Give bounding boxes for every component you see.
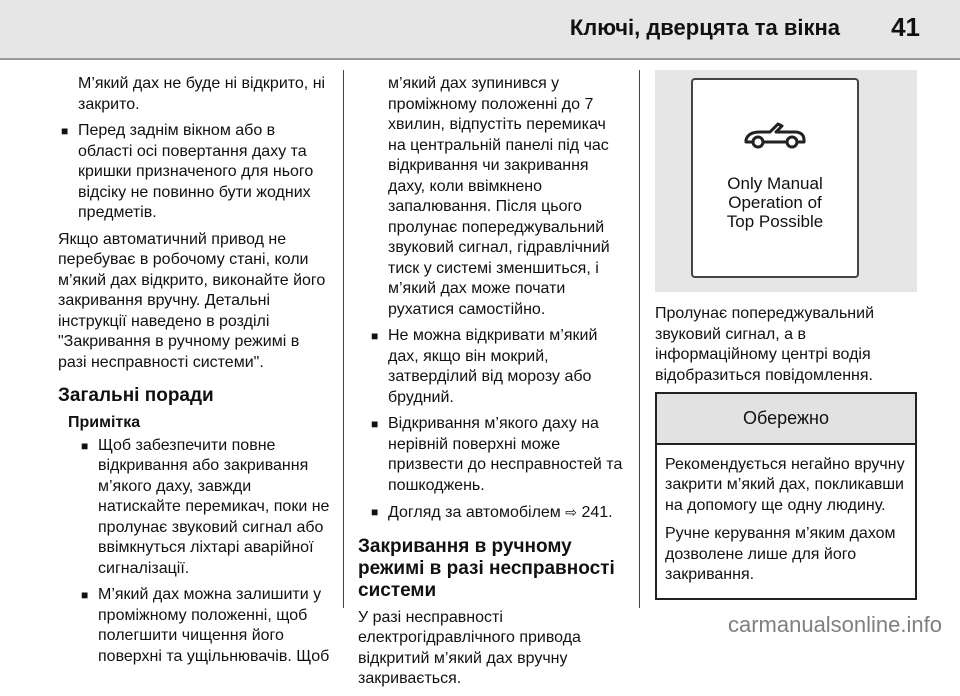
header-title: Ключі, дверцята та вікна	[569, 15, 840, 40]
caution-text: Рекомендується негайно вручну закрити м’який дах, покликавши на допомогу ще одну людину.	[665, 455, 905, 514]
note-bullet: ■ Не можна відкривати м’який дах, якщо він мокрий, затверділий від морозу або брудний.	[368, 326, 626, 408]
note-title: Примітка	[68, 414, 141, 431]
column-divider-2	[639, 70, 640, 608]
page-number: 41	[891, 12, 920, 42]
caution-title: Обережно	[657, 394, 915, 445]
page-header	[0, 0, 960, 60]
paragraph: Якщо автоматичний привод не перебуває в робочому стані, коли м’який дах відкрито, виконайте його закривання вручну. Детальні інструкції наведено в розділі "Закривання в ручному режимі в разі несправності системи".	[58, 230, 326, 371]
note-block	[58, 413, 330, 667]
display-line: Top Possible	[726, 212, 824, 231]
reference-text: Догляд за автомобілем	[388, 504, 561, 521]
display-illustration	[655, 70, 917, 292]
reference-page[interactable]: 241.	[581, 504, 613, 521]
page-reference-icon: ⇨	[565, 504, 577, 520]
caution-box	[655, 392, 917, 600]
bullet-item: ■ Перед заднім вікном або в області осі повертання даху та кришки призначеного для нього відсіку не повинно бути жодних предметів.	[58, 121, 330, 224]
display-message	[693, 174, 857, 231]
convertible-car-icon	[740, 118, 810, 152]
display-line: Operation of	[728, 193, 822, 212]
column-divider-1	[343, 70, 344, 608]
caution-body	[657, 445, 915, 598]
column-2	[358, 74, 626, 696]
note-bullet-reference	[368, 502, 626, 524]
section-heading: Закривання в ручному режимі в разі несправності системи	[358, 535, 615, 601]
note-bullet: ■ Відкривання м’якого даху на нерівній поверхні може призвести до несправностей та пошкоджень.	[368, 414, 626, 496]
column-3	[655, 70, 917, 600]
watermark: carmanualsonline.info	[727, 612, 942, 637]
note-bullet: ■ Щоб забезпечити повне відкривання або закривання м’якого даху, завжди натискайте перемикач, поки не пролунає звуковий сигнал або ввімкнуться ліхтарі аварійної сигналізації.	[78, 436, 330, 580]
display-line: Only Manual	[727, 174, 823, 193]
note-bullet: ■ М’який дах можна залишити у проміжному положенні, щоб полегшити чищення його поверхні та ущільнювачів. Щоб	[78, 585, 330, 667]
column-1	[58, 74, 330, 673]
driver-info-display	[691, 78, 859, 278]
note-continued-text: м’який дах зупинився у проміжному положенні до 7 хвилин, відпустіть перемикач на центральній панелі під час відкривання чи закривання даху, коли ввімкнено запалювання. Після цього пролунає попереджувальний звуковий сигнал, гідравлічний тиск у системі зменшиться, і м’який дах може почати рухатися самостійно.	[388, 75, 610, 318]
note-continued	[358, 74, 626, 320]
caution-text: Ручне керування м’яким дахом дозволене лише для його закривання.	[665, 525, 896, 583]
paragraph: У разі несправності електрогідравлічного привода відкритий м’який дах вручну закривається.	[358, 608, 581, 687]
section-heading: Загальні поради	[58, 385, 214, 406]
continued-bullet-text: М’який дах не буде ні відкрито, ні закрито.	[78, 75, 326, 113]
paragraph: Пролунає попереджувальний звуковий сигнал, а в інформаційному центрі водія відобразиться повідомлення.	[655, 305, 875, 384]
